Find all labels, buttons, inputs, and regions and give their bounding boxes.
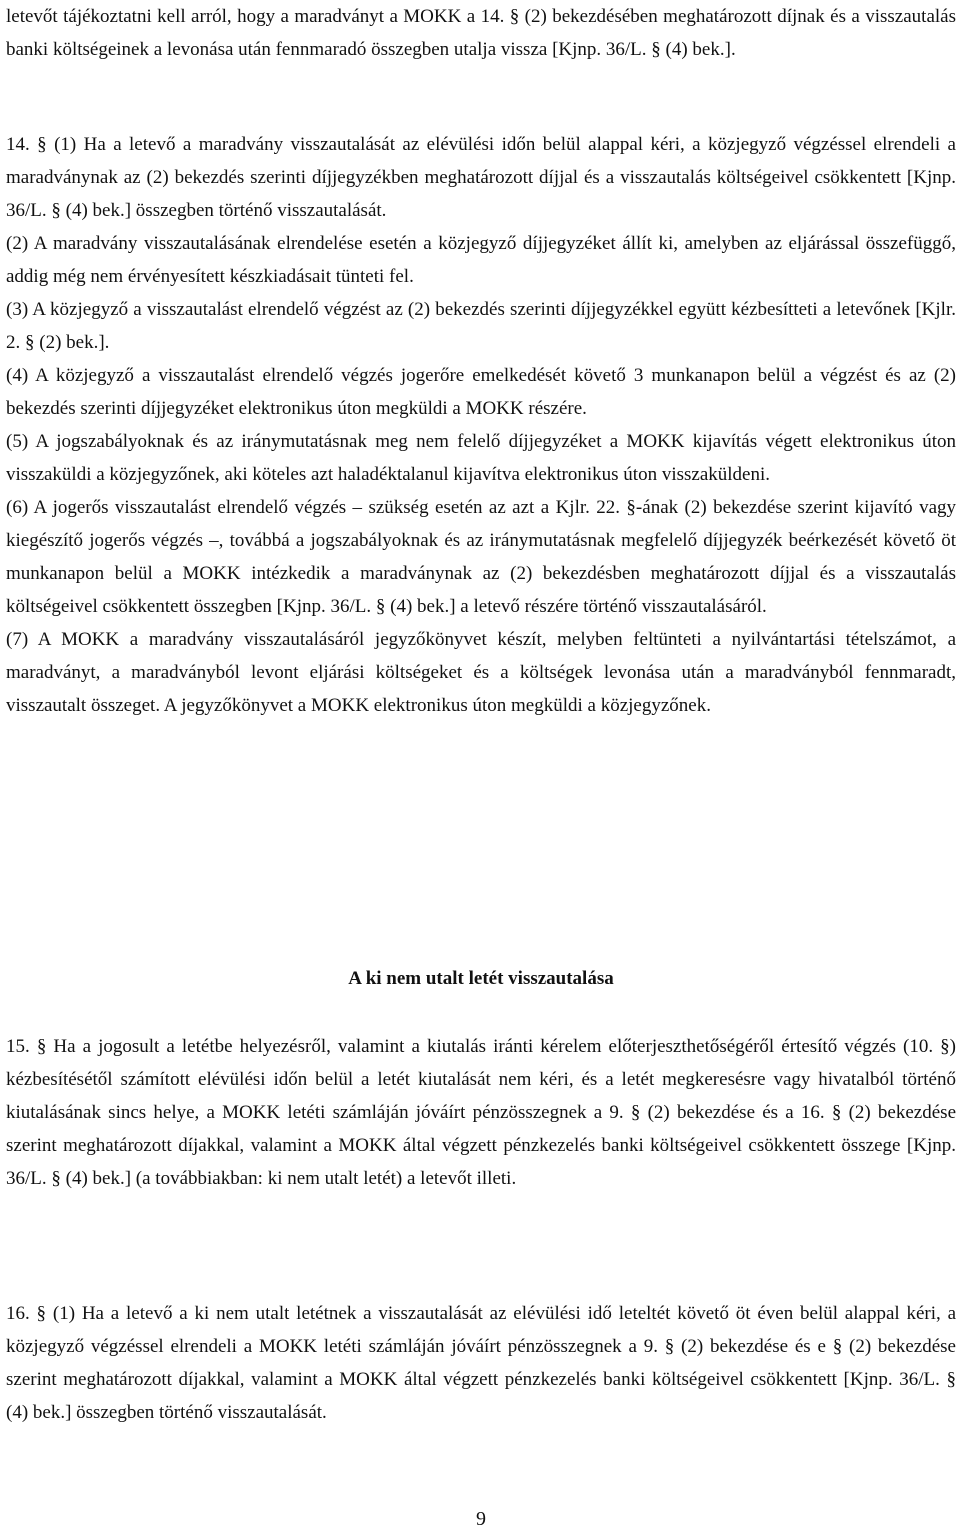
section-14-paragraph-2: (2) A maradvány visszautalásának elrendelése esetén a közjegyző díjjegyzéket állít ki, amelyben az eljárással összefüggő, addig még nem érvényesített készkiadásait tünteti fel. bbox=[6, 233, 956, 287]
section-heading: A ki nem utalt letét visszautalása bbox=[348, 968, 614, 989]
section-15-paragraph: 15. § Ha a jogosult a letétbe helyezésről, valamint a kiutalás iránti kérelem előterjeszthetőségéről értesítő végzés (10. §) kézbesítésétől számított elévülési időn belül a letét kiutalását nem kéri, és a letét megkeresésre vagy hivatalból történő kiutalásának sincs helye, a MOKK letéti számláján jóváírt pénzösszegnek a 9. § (2) bekezdése és a 16. § (2) bekezdése szerint meghatározott díjakkal, valamint a MOKK által végzett pénzkezelés banki költségeivel csökkentett összege [Kjnp. 36/L. § (4) bek.] (a továbbiakban: ki nem utalt letét) a letevőt illeti. bbox=[6, 1036, 956, 1189]
section-14-paragraph-6: (6) A jogerős visszautalást elrendelő végzés – szükség esetén az azt a Kjlr. 22. §-ának (2) bekezdése szerint kijavító vagy kiegészítő jogerős végzés –, továbbá a jogszabályoknak és az iránymutatásnak megfelelő díjjegyzék beérkezését követő öt munkanapon belül a MOKK intézkedik a maradványnak az (2) bekezdésben meghatározott díjjal és a visszautalás költségeivel csökkentett összegben [Kjnp. 36/L. § (4) bek.] a letevő részére történő visszautalásáról. bbox=[6, 497, 956, 617]
section-14-paragraph-4: (4) A közjegyző a visszautalást elrendelő végzés jogerőre emelkedését követő 3 munkanapon belül a végzést és az (2) bekezdés szerinti díjjegyzéket elektronikus úton megküldi a MOKK részére. bbox=[6, 365, 956, 419]
section-14 bbox=[6, 128, 956, 722]
section-15 bbox=[6, 1030, 956, 1195]
section-14-paragraph-7: (7) A MOKK a maradvány visszautalásáról jegyzőkönyvet készít, melyben feltünteti a nyilvántartási tételszámot, a maradványt, a maradványból levont eljárási költségeket és a költségek levonása után a maradványból fennmaradt, visszautalt összeget. A jegyzőkönyvet a MOKK elektronikus úton megküldi a közjegyzőnek. bbox=[6, 629, 956, 716]
paragraph: letevőt tájékoztatni kell arról, hogy a maradványt a MOKK a 14. § (2) bekezdésében meghatározott díjnak és a visszautalás banki költségeinek a levonása után fennmaradó összegben utalja vissza [Kjnp. 36/L. § (4) bek.]. bbox=[6, 6, 956, 60]
page-number: 9 bbox=[476, 1508, 486, 1530]
document-page bbox=[6, 0, 956, 1533]
section-14-paragraph-1: 14. § (1) Ha a letevő a maradvány visszautalását az elévülési időn belül alappal kéri, a közjegyző végzéssel elrendeli a maradványnak az (2) bekezdés szerinti díjjegyzékben meghatározott díjjal és a visszautalás költségeivel csökkentett [Kjnp. 36/L. § (4) bek.] összegben történő visszautalását. bbox=[6, 134, 956, 221]
section-14-paragraph-3: (3) A közjegyző a visszautalást elrendelő végzést az (2) bekezdés szerinti díjjegyzékkel együtt kézbesítteti a letevőnek [Kjlr. 2. § (2) bek.]. bbox=[6, 299, 956, 353]
section-16 bbox=[6, 1297, 956, 1429]
section-16-paragraph: 16. § (1) Ha a letevő a ki nem utalt letétnek a visszautalását az elévülési idő leteltét követő öt éven belül alappal kéri, a közjegyző végzéssel elrendeli a MOKK letéti számláján jóváírt pénzösszegnek a 9. § (2) bekezdése és e § (2) bekezdése szerint meghatározott díjakkal, valamint a MOKK által végzett pénzkezelés banki költségeivel csökkentett [Kjnp. 36/L. § (4) bek.] összegben történő visszautalását. bbox=[6, 1303, 956, 1423]
continuation-paragraph bbox=[6, 0, 956, 66]
section-14-paragraph-5: (5) A jogszabályoknak és az iránymutatásnak meg nem felelő díjjegyzéket a MOKK kijavítás végett elektronikus úton visszaküldi a közjegyzőnek, aki köteles azt haladéktalanul kijavítva elektronikus úton visszaküldeni. bbox=[6, 431, 956, 485]
